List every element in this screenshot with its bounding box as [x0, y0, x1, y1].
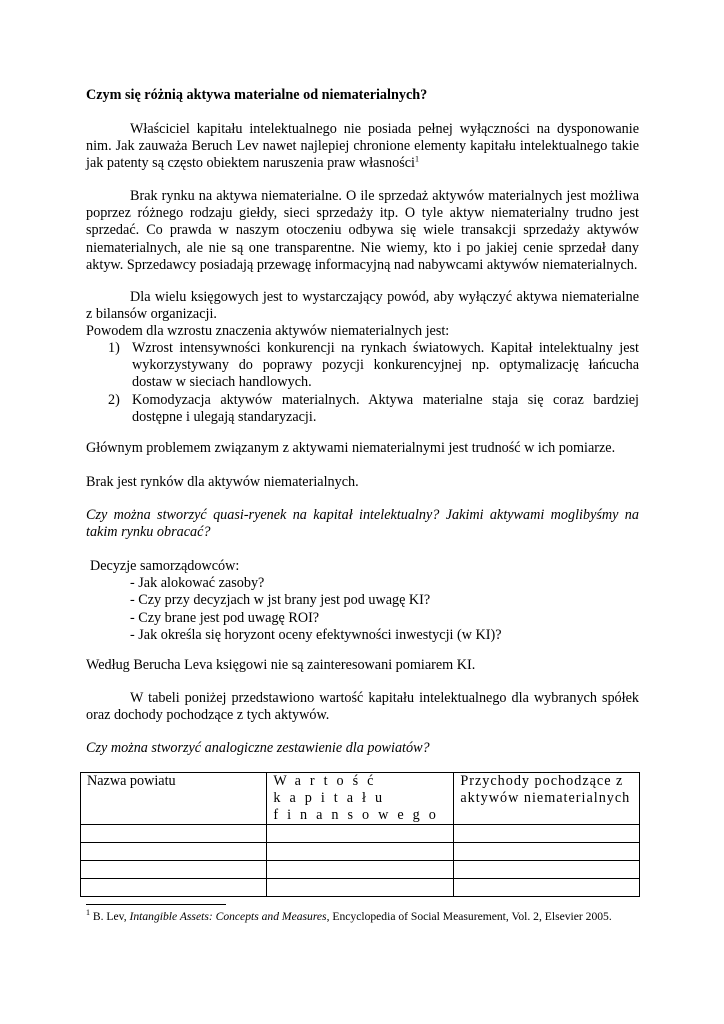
list-item-text: Komodyzacja aktywów materialnych. Aktywa materialne staja się coraz bardziej dostępne i ulegają standaryzacji. [132, 391, 639, 425]
table-row [81, 843, 640, 861]
question-quasi-market: Czy można stworzyć quasi-ryenek na kapitał intelektualny? Jakimi aktywami moglibyśmy na takim rynku obracać? [86, 507, 639, 541]
table-cell [267, 861, 454, 879]
list-item-number: 1) [108, 340, 120, 356]
table-header-row [81, 773, 640, 825]
table-header-cell: Przychody pochodzące z aktywów niematerialnych [454, 773, 640, 825]
paragraph-main-problem: Głównym problemem związanym z aktywami niematerialnymi jest trudność w ich pomiarze. [86, 440, 616, 456]
page-title: Czym się różnią aktywa materialne od niematerialnych? [86, 87, 428, 103]
table-cell [454, 861, 640, 879]
table-cell [454, 879, 640, 897]
table-cell [81, 825, 267, 843]
footnote-separator [86, 904, 226, 905]
paragraph-lev-accountants: Według Berucha Leva księgowi nie są zainteresowani pomiarem KI. [86, 657, 476, 673]
decision-item: - Jak alokować zasoby? [130, 575, 265, 592]
list-item-text: Wzrost intensywności konkurencji na rynkach światowych. Kapitał intelektualny jest wykorzystywany do poprawy pozycji konkurencyjnej np. optymalizację łańcucha dostaw w sieciach handlowych. [132, 340, 639, 391]
table-row [81, 825, 640, 843]
decision-item: - Jak określa się horyzont oceny efektywności inwestycji (w KI)? [130, 626, 502, 643]
comparison-table [80, 772, 640, 897]
footnote-source: , Encyclopedia of Social Measurement, Vol. 2, Elsevier 2005. [326, 910, 612, 923]
decision-item: - Czy brane jest pod uwagę ROI? [130, 609, 320, 626]
table-cell [81, 879, 267, 897]
paragraph-no-markets: Brak jest rynków dla aktywów niematerialnych. [86, 474, 359, 490]
paragraph-ownership [86, 121, 639, 173]
table-cell [81, 861, 267, 879]
footnote-title: Intangible Assets: Concepts and Measures [129, 910, 327, 923]
table-cell [454, 843, 640, 861]
decision-item: - Czy przy decyzjach w jst brany jest pod uwagę KI? [130, 592, 431, 609]
table-row [81, 879, 640, 897]
paragraph-ownership-text: Właściciel kapitału intelektualnego nie posiada pełnej wyłączności na dysponowanie nim. Jak zauważa Beruch Lev nawet najlepiej chronione elementy kapitału intelektualnego takie jak patenty są często obiektem naruszenia praw własności [86, 121, 639, 172]
reasons-list [86, 340, 639, 426]
list-item [86, 392, 639, 426]
table-cell [454, 825, 640, 843]
footnote-author: B. Lev, [90, 910, 130, 923]
paragraph-no-market: Brak rynku na aktywa niematerialne. O ile sprzedaż aktywów materialnych jest możliwa poprzez różnego rodzaju giełdy, sieci sprzedaży itp. O tyle aktyw niematerialny trudno jest sprzedać. Co prawda w naszym otoczeniu odbywa się wiele transakcji sprzedaży aktywów niematerialnych, ale nie są one transparentne. Nie wiemy, kto i po jakiej cenie sprzedał dany aktyw. Sprzedawcy posiadają przewagę informacyjną nad nabywcami aktywów niematerialnych. [86, 188, 639, 273]
footnote-ref[interactable]: 1 [414, 154, 419, 164]
decisions-heading: Decyzje samorządowców: [90, 558, 240, 574]
paragraph-reasons: Powodem dla wzrostu znaczenia aktywów niematerialnych jest: [86, 323, 450, 339]
paragraph-accountants: Dla wielu księgowych jest to wystarczający powód, aby wyłączyć aktywa niematerialne z bilansów organizacji. [86, 289, 639, 323]
table-cell [81, 843, 267, 861]
table-cell [267, 825, 454, 843]
table-header-cell: Wartość kapitału finansowego [267, 773, 454, 825]
table-header-cell: Nazwa powiatu [81, 773, 267, 825]
paragraph-table-intro: W tabeli poniżej przedstawiono wartość kapitału intelektualnego dla wybranych spółek oraz dochody pochodzące z tych aktywów. [86, 690, 639, 724]
footnote-number: 1 [86, 908, 90, 918]
question-powiaty: Czy można stworzyć analogiczne zestawienie dla powiatów? [86, 740, 430, 756]
table-cell [267, 879, 454, 897]
table-cell [267, 843, 454, 861]
decisions-section [86, 558, 639, 644]
list-item [86, 340, 639, 392]
table-row [81, 861, 640, 879]
footnote [86, 910, 639, 924]
list-item-number: 2) [108, 391, 120, 408]
